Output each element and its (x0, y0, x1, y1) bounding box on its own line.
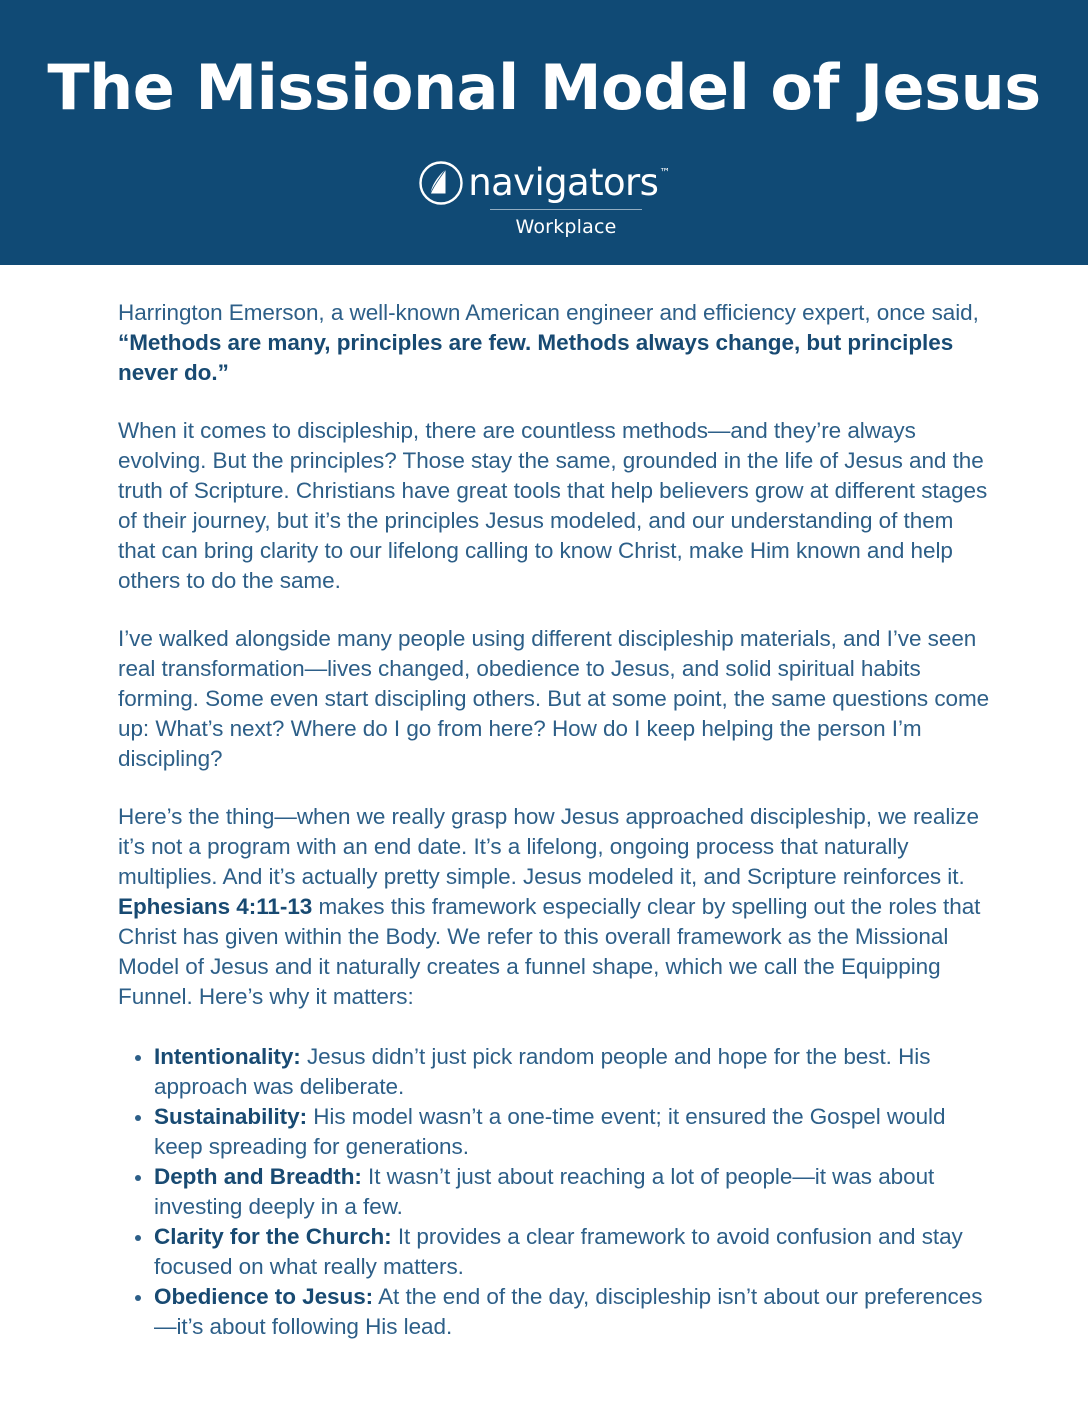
logo-sub-brand: Workplace (515, 216, 617, 238)
list-item-text: At the end of the day, discipleship isn’t about our preferences—it’s about following His lead. (154, 1284, 983, 1339)
logo-divider-rule (490, 209, 642, 210)
list-item-lead: Depth and Breadth: (154, 1164, 362, 1189)
list-item-text: His model wasn’t a one-time event; it ensured the Gospel would keep spreading for generations. (154, 1104, 946, 1159)
page-title: The Missional Model of Jesus (47, 51, 1041, 124)
list-item (118, 1162, 996, 1222)
document-body (0, 265, 1088, 1342)
list-item-text: It wasn’t just about reaching a lot of people—it was about investing deeply in a few. (154, 1164, 935, 1219)
document-header-banner (0, 0, 1088, 265)
list-item-lead: Sustainability: (154, 1104, 308, 1129)
paragraph-run: Harrington Emerson, a well-known American engineer and efficiency expert, once said, (118, 300, 979, 325)
list-item (118, 1102, 996, 1162)
list-item (118, 1222, 996, 1282)
paragraph-walked-alongside (118, 624, 996, 774)
paragraph-discipleship-methods (118, 416, 996, 596)
list-item-text: It provides a clear framework to avoid confusion and stay focused on what really matters. (154, 1224, 963, 1279)
trademark-symbol: ™ (659, 166, 670, 179)
paragraph-run: makes this framework especially clear by spelling out the roles that Christ has given within the Body. We refer to this overall framework as the Missional Model of Jesus and it naturally creates a funnel shape, which we call the Equipping Funnel. Here’s why it matters: (118, 894, 981, 1009)
list-item (118, 1042, 996, 1102)
logo-primary-row (418, 160, 670, 206)
paragraph-run-strong: “Methods are many, principles are few. Methods always change, but principles never do.” (118, 330, 954, 385)
list-item (118, 1282, 996, 1342)
scripture-reference: Ephesians 4:11-13 (118, 894, 313, 919)
paragraph-run: I’ve walked alongside many people using different discipleship materials, and I’ve seen real transformation—lives changed, obedience to Jesus, and solid spiritual habits forming. Some even start discipling others. But at some point, the same questions come up: What’s next? Where do I go from here? How do I keep helping the person I’m discipling? (118, 626, 990, 771)
navigators-workplace-logo (0, 160, 1088, 239)
list-item-lead: Obedience to Jesus: (154, 1284, 374, 1309)
paragraph-intro-quote (118, 265, 996, 388)
list-item-text: Jesus didn’t just pick random people and hope for the best. His approach was deliberate. (154, 1044, 931, 1099)
logo-wordmark-text: navigators (468, 161, 659, 204)
why-it-matters-list (118, 1042, 996, 1342)
paragraph-equipping-funnel (118, 802, 996, 1012)
navigators-sail-circle-icon (418, 160, 464, 206)
paragraph-run: Here’s the thing—when we really grasp how Jesus approached discipleship, we realize it’s not a program with an end date. It’s a lifelong, ongoing process that naturally multiplies. And it’s actually pretty simple. Jesus modeled it, and Scripture reinforces it. (118, 804, 979, 889)
paragraph-run: When it comes to discipleship, there are countless methods—and they’re always evolving. But the principles? Those stay the same, grounded in the life of Jesus and the truth of Scripture. Christians have great tools that help believers grow at different stages of their journey, but it’s the principles Jesus modeled, and our understanding of them that can bring clarity to our lifelong calling to know Christ, make Him known and help others to do the same. (118, 418, 988, 593)
list-item-lead: Clarity for the Church: (154, 1224, 392, 1249)
list-item-lead: Intentionality: (154, 1044, 301, 1069)
logo-wordmark-group (468, 163, 670, 203)
